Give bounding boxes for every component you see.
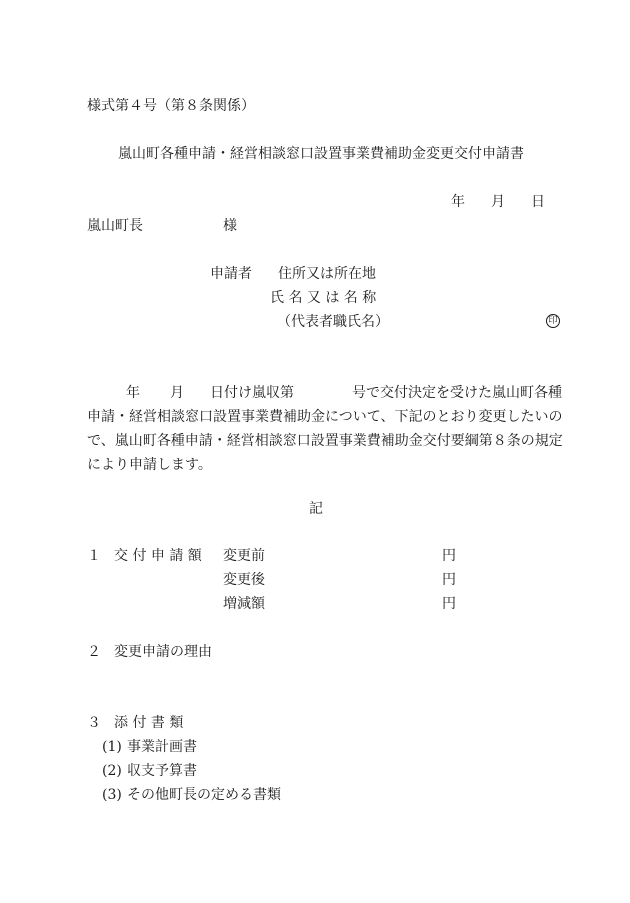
date-year-label: 年 [451,194,465,210]
body-line4: により申請します。 [87,457,212,473]
body-month: 月 [170,385,184,401]
applicant-label: 申請者 [210,266,252,282]
amount-after-label: 変更後 [223,572,265,588]
date-month-label: 月 [491,194,505,210]
amount-diff-label: 増減額 [223,596,265,612]
body-date-ref: 日付け嵐収第 [210,385,294,401]
body-line1-rest: 号で交付決定を受けた嵐山町各種 [352,385,562,401]
date-day-label: 日 [531,194,545,210]
amount-after-unit: 円 [442,572,456,588]
body-line3: で、嵐山町各種申請・経営相談窓口設置事業費補助金交付要綱第８条の規定 [87,433,563,449]
form-label: 様式第４号（第８条関係） [87,98,255,114]
section2-label: 変更申請の理由 [114,644,212,660]
attachment-item-text: 事業計画書 [127,739,197,755]
document-title: 嵐山町各種申請・経営相談窓口設置事業費補助金変更交付申請書 [118,146,524,162]
attachment-item-text: その他町長の定める書類 [127,787,281,803]
amount-before-unit: 円 [442,548,456,564]
addressee-honorific: 様 [223,218,237,234]
amount-diff-unit: 円 [442,596,456,612]
attachment-item-number: (1) [102,739,122,755]
body-year: 年 [126,385,140,401]
section3-number: ３ [87,715,101,731]
section1-label: 交 付 申 請 額 [114,548,202,564]
addressee-name: 嵐山町長 [87,218,143,234]
section3-label: 添 付 書 類 [114,715,184,731]
attachment-item-text: 収支予算書 [127,763,197,779]
section1-number: １ [87,548,101,564]
section2-number: ２ [87,644,101,660]
attachment-item-number: (3) [102,787,122,803]
attachment-item-number: (2) [102,763,122,779]
applicant-representative-label: （代表者職氏名） [277,314,389,330]
amount-before-label: 変更前 [223,548,265,564]
body-line2: 申請・経営相談窓口設置事業費補助金について、下記のとおり変更したいの [87,409,563,425]
seal-mark: 印 [546,314,560,328]
applicant-address-label: 住所又は所在地 [278,266,376,282]
ki-heading: 記 [309,501,323,517]
applicant-name-label: 氏 名 又 は 名 称 [270,290,377,306]
